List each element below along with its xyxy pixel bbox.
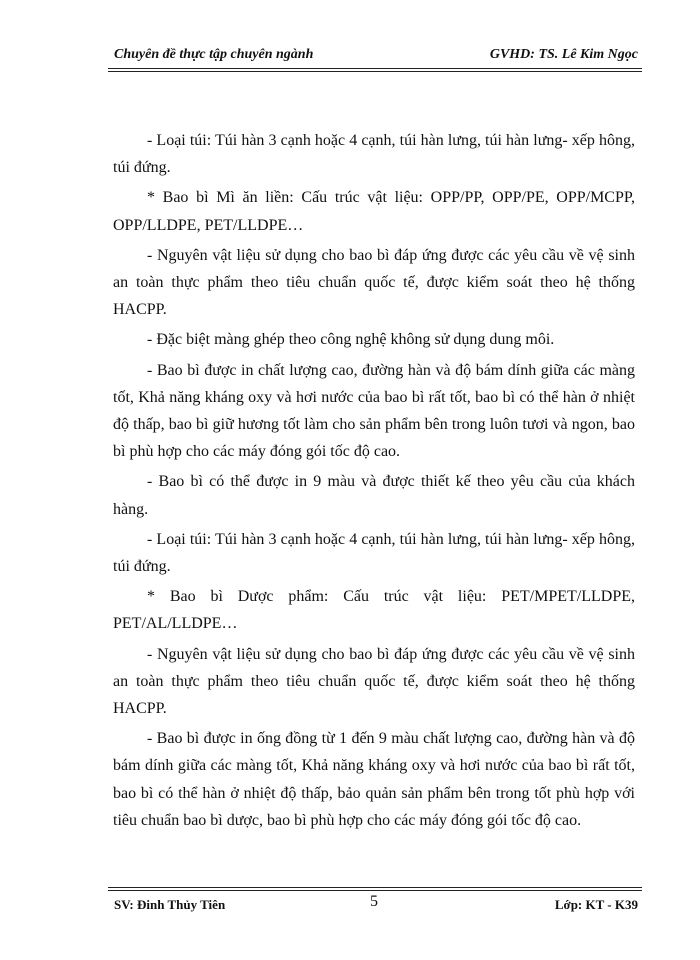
page-header xyxy=(108,44,642,72)
header-supervisor: GVHD: TS. Lê Kim Ngọc xyxy=(489,47,638,62)
page-footer xyxy=(108,887,642,919)
paragraph-materials-safety: - Nguyên vật liệu sử dụng cho bao bì đáp ứng được các yêu cầu về vệ sinh an toàn thực phẩm theo tiêu chuẩn quốc tế, được kiểm soát theo hệ thống HACPP. xyxy=(113,246,635,319)
document-body xyxy=(113,127,635,837)
paragraph-print-quality: - Bao bì được in chất lượng cao, đường hàn và độ bám dính giữa các màng tốt, Khả năng kháng oxy và hơi nước của bao bì rất tốt, bao bì có thể hàn ở nhiệt độ thấp, bao bì giữ hương tốt làm cho sản phẩm bên trong luôn tươi và ngon, bao bì phù hợp cho các máy đóng gói tốc độ cao. xyxy=(113,361,635,461)
paragraph-bag-types: - Loại túi: Túi hàn 3 cạnh hoặc 4 cạnh, túi hàn lưng, túi hàn lưng- xếp hông, túi đứng. xyxy=(113,132,635,177)
footer-student-name: SV: Đinh Thủy Tiên xyxy=(114,897,226,912)
page-number: 5 xyxy=(370,893,378,910)
paragraph-instant-noodle-packaging: * Bao bì Mì ăn liền: Cấu trúc vật liệu: OPP/PP, OPP/PE, OPP/MCPP, OPP/LLDPE, PET/LLDPE… xyxy=(113,189,635,234)
header-document-title: Chuyên đề thực tập chuyên ngành xyxy=(114,47,314,62)
footer-class: Lớp: KT - K39 xyxy=(554,897,638,912)
paragraph-solventless-lamination: - Đặc biệt màng ghép theo công nghệ không sử dụng dung môi. xyxy=(147,331,555,349)
paragraph-nine-colors: - Bao bì có thể được in 9 màu và được thiết kế theo yêu cầu của khách hàng. xyxy=(113,473,635,518)
paragraph-pharma-packaging: * Bao bì Dược phẩm: Cấu trúc vật liệu: PET/MPET/LLDPE, PET/AL/LLDPE… xyxy=(113,588,635,633)
paragraph-bag-types-repeat: - Loại túi: Túi hàn 3 cạnh hoặc 4 cạnh, túi hàn lưng, túi hàn lưng- xếp hông, túi đứng. xyxy=(113,530,635,576)
paragraph-gravure-printing: - Bao bì được in ống đồng từ 1 đến 9 màu chất lượng cao, đường hàn và độ bám dính giữa các màng tốt, Khả năng kháng oxy và hơi nước của bao bì rất tốt, bao bì có thể hàn ở nhiệt độ thấp, bảo quản sản phẩm bên trong tốt phù hợp với tiêu chuẩn bao bì dược, bao bì phù hợp cho các máy đóng gói tốc độ cao. xyxy=(113,730,635,829)
paragraph-materials-safety-repeat: - Nguyên vật liệu sử dụng cho bao bì đáp ứng được các yêu cầu về vệ sinh an toàn thực phẩm theo tiêu chuẩn quốc tế, được kiểm soát theo hệ thống HACPP. xyxy=(113,645,635,718)
